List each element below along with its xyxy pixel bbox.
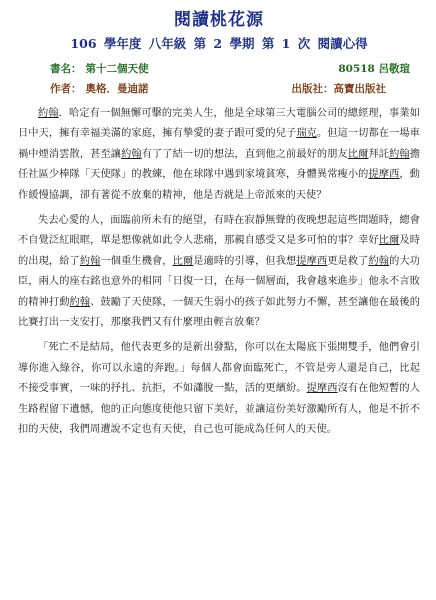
publisher-label: 出版社： (291, 83, 334, 95)
character-name: 提摩西 (368, 169, 400, 181)
text-segment: 。但這一切都在一場車禍中煙消雲散，甚至讓 (18, 128, 421, 160)
book-title-label: 書名： (50, 63, 82, 75)
essay-paragraph (18, 104, 420, 206)
book-title-field (50, 62, 149, 76)
character-name: 比爾 (347, 148, 369, 160)
text-segment: 更是救了 (327, 255, 369, 267)
text-segment: 有了了結一切的想法，直到他之前最好的朋友 (141, 148, 348, 160)
text-segment: 「死亡不是結局，他代表更多的是新出發點，你可以在太陽底下張開雙手，他們會引導你進入綠谷，你可以永遠的奔跑。」每個人都會面臨死亡，不管是旁人還是自己，比起不接受事實，一味的抒扎、抗拒，不如瀟脫一點，活的更繽紛。 (18, 342, 420, 395)
author-value: 奧格．曼迪諾 (85, 83, 149, 95)
character-name: 約翰 (368, 255, 390, 267)
text-segment: 及時的出現，給了 (18, 235, 421, 267)
author-field (50, 82, 149, 96)
character-name: 比爾 (172, 255, 194, 267)
text-segment: 的大功臣，兩人的座右銘也意外的相同「日復一日，在每一個層面，我會越來進步」他永不言敗的精神打動 (18, 255, 421, 308)
character-name: 約翰 (121, 148, 142, 160)
author-label: 作者： (50, 83, 82, 95)
text-segment: 一個重生機會， (100, 255, 173, 267)
text-segment: ，動作緩慢協調，卻有著從不放棄的精神，他是否就是上帝派來的天使？ (18, 169, 421, 201)
essay-body (18, 104, 420, 441)
page-title: 閱讀桃花源 (174, 10, 264, 30)
book-title-value: 第十二個天使 (85, 63, 149, 75)
page-subtitle: 106 學年度 八年級 第 2 學期 第 1 次 閱讀心得 (70, 36, 368, 51)
character-name: 約翰 (69, 296, 91, 308)
character-name: 提摩西 (296, 255, 328, 267)
text-segment: 沒有在他短暫的人生路程留下遺憾，他的正向態度使他只留下美好，並讓這份美好激勵所有人，他是不折不扣的天使，我們周遭說不定也有天使，自己也可能成為任何人的天使。 (18, 383, 421, 436)
text-segment: 擔任社區少棒隊「天使隊」的教練，他在球隊中遇到家境貧寒，身體異常瘦小的 (18, 148, 421, 181)
character-name: 提摩西 (306, 383, 338, 395)
character-name: 約翰 (38, 108, 59, 119)
text-segment: ．哈定有一個無懈可擊的完美人生，他是全球第三大電腦公司的總經理，事業如日中天，擁有幸福美滿的家庭，擁有摯愛的妻子跟可愛的兒子 (18, 108, 420, 140)
publisher-value: 高寶出版社 (333, 83, 386, 95)
character-name: 比爾 (378, 235, 400, 247)
text-segment: 、鼓勵了天使隊，一個天生弱小的孩子如此努力不懈，甚至讓他在最後的比賽打出一支安打，那麼我們又有什麼理由輕言放棄？ (18, 296, 421, 329)
essay-paragraph (18, 338, 420, 440)
student-info: 80518 呂敬瑄 (338, 63, 410, 75)
character-name: 約翰 (79, 255, 101, 267)
character-name: 瑞克 (296, 128, 317, 140)
book-info-row (18, 62, 420, 76)
text-segment: 失去心愛的人，面臨前所未有的絕望，有時在寂靜無聲的夜晚想起這些問題時，總會不自覺泛紅眼眶，單是想像就如此令人悲痛，那親自感受又是多可怕的事？幸好 (18, 215, 420, 247)
author-info-row (18, 82, 420, 96)
character-name: 約翰 (389, 148, 410, 160)
text-segment: 是適時的引導，但我想 (193, 255, 297, 267)
essay-paragraph (18, 211, 420, 333)
text-segment: 拜託 (368, 148, 390, 160)
publisher-field (292, 82, 387, 96)
